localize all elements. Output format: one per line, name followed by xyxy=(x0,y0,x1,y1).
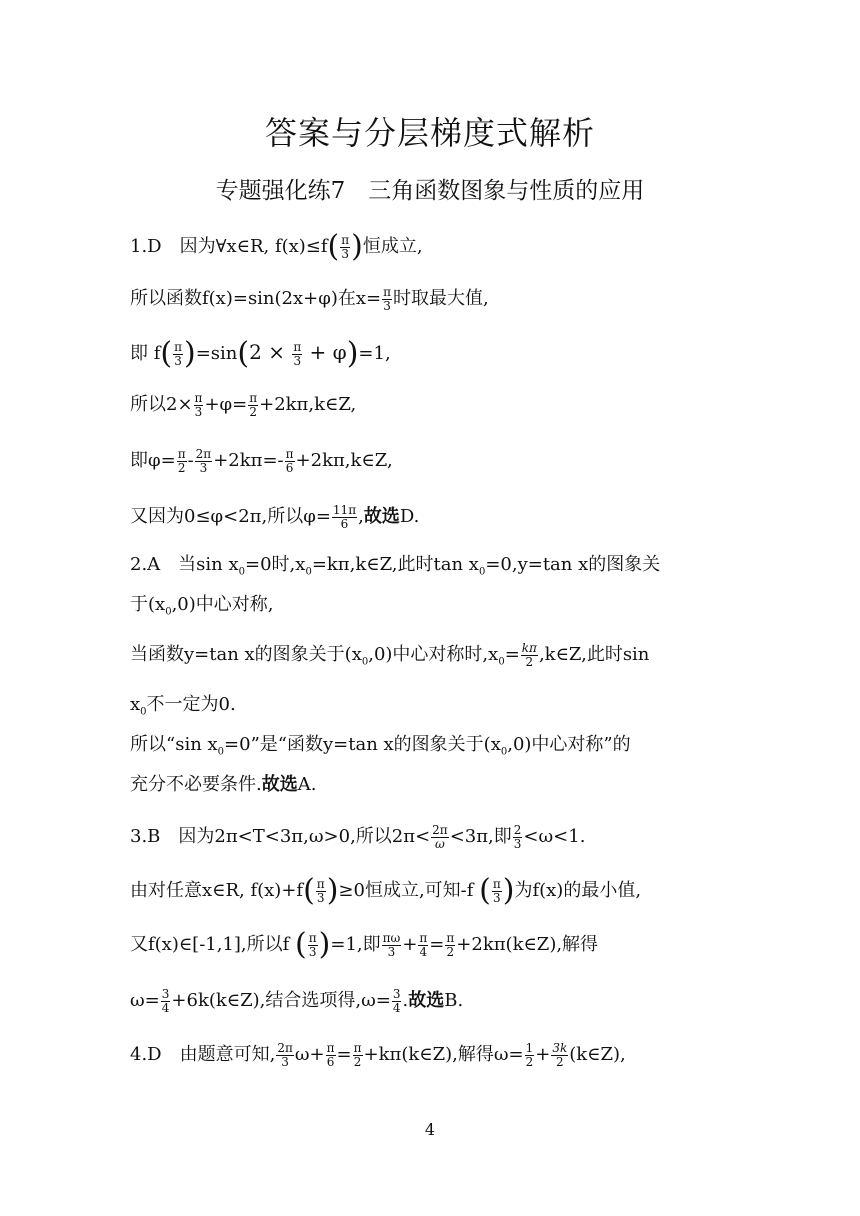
fraction: $\frac{\pi}{2}$ xyxy=(177,446,186,475)
fraction: $\frac{\pi}{2}$ xyxy=(353,1040,362,1069)
fraction: $\frac{11\pi}{6}$ xyxy=(332,502,357,531)
fraction: $\frac{k\pi}{2}$ xyxy=(521,640,537,669)
answer-line-2: 所以函数f(x)=sin(2x+φ)在x= $\frac{\pi}{3}$ 时取最大值, xyxy=(130,284,489,313)
answer-line-12: 充分不必要条件.故选A. xyxy=(130,774,317,795)
answer-line-13: 3.B 因为2π<T<3π,ω>0,所以2π< $\frac{2\pi}{\omega}$ <3π,即 $\frac{2}{3}$ <ω<1. xyxy=(130,822,586,851)
answer-line-14: 由对任意x∈R, f(x)+f( $\frac{\pi}{3}$ )≥0恒成立,可知-f ( $\frac{\pi}{3}$ )为f(x)的最小值, xyxy=(130,873,642,908)
fraction: $\frac{3}{4}$ xyxy=(392,986,401,1015)
fraction: $\frac{\pi}{3}$ xyxy=(341,232,350,261)
page-title: 答案与分层梯度式解析 xyxy=(264,114,595,152)
answer-line-17: 4.D 由题意可知, $\frac{2\pi}{3}$ ω+ $\frac{\pi}{6}$ = $\frac{\pi}{2}$ +kπ(k∈Z),解得ω= $\frac{1}{2}$ + $\frac{3k}{2}$ (k∈Z), xyxy=(130,1040,626,1069)
answer-line-9: 当函数y=tan x的图象关于$(x_0,0)$中心对称时$,x_0=$ $\frac{k\pi}{2}$ ,k∈Z,此时sin xyxy=(130,640,650,669)
answer-line-7: 2.A 当$\sin x_0=0$时$,x_0=k\pi,k\in Z$,此时$\tan x_0=0,y=\tan$ x的图象关 xyxy=(130,554,661,578)
section-title: 专题强化练7 三角函数图象与性质的应用 xyxy=(215,178,645,204)
answer-line-8: 于$(x_0,0)$中心对称, xyxy=(130,594,274,618)
fraction: $\frac{\pi}{2}$ xyxy=(446,930,455,959)
answer-line-10: $x_0$不一定为0. xyxy=(130,694,236,718)
fraction: $\frac{\pi}{3}$ xyxy=(174,339,182,368)
fraction: $\frac{2}{3}$ xyxy=(513,822,522,851)
fraction: $\frac{\pi}{6}$ xyxy=(285,446,294,475)
answer-line-5: 即φ= $\frac{\pi}{2}$ - $\frac{2\pi}{3}$ +2kπ=- $\frac{\pi}{6}$ +2kπ,k∈Z, xyxy=(130,446,393,475)
fraction: $\frac{\pi}{3}$ xyxy=(293,339,302,368)
fraction: $\frac{2\pi}{3}$ xyxy=(195,446,212,475)
answer-line-11: 所以“sin $x_0=0$”是“函数y=tan x的图象关于$(x_0,0)$中心对称”的 xyxy=(130,734,631,758)
fraction: $\frac{\pi}{3}$ xyxy=(194,390,203,419)
fraction: $\frac{3k}{2}$ xyxy=(552,1040,568,1069)
fraction: $\frac{\pi\omega}{3}$ xyxy=(382,930,401,959)
answer-line-1: 1.D 因为∀x∈R, f(x)≤f( $\frac{\pi}{3}$ )恒成立, xyxy=(130,229,423,264)
answer-line-15: 又f(x)∈[-1,1],所以f ( $\frac{\pi}{3}$ )=1,即 $\frac{\pi\omega}{3}$ + $\frac{\pi}{4}$ = $\frac{\pi}{2}$ +2kπ(k∈Z),解得 xyxy=(130,927,599,962)
fraction: $\frac{\pi}{3}$ xyxy=(383,284,391,313)
fraction: $\frac{\pi}{4}$ xyxy=(419,930,428,959)
fraction: $\frac{3}{4}$ xyxy=(161,986,170,1015)
fraction: $\frac{\pi}{3}$ xyxy=(308,930,317,959)
page-number: 4 xyxy=(424,1120,436,1139)
answer-line-4: 所以2× $\frac{\pi}{3}$ +φ= $\frac{\pi}{2}$ +2kπ,k∈Z, xyxy=(130,390,357,419)
fraction: $\frac{2\pi}{\omega}$ xyxy=(432,822,448,851)
fraction: $\frac{\pi}{2}$ xyxy=(249,390,258,419)
fraction: $\frac{\pi}{3}$ xyxy=(316,876,325,905)
fraction: $\frac{\pi}{6}$ xyxy=(326,1040,335,1069)
answer-line-6: 又因为0≤φ<2π,所以φ= $\frac{11\pi}{6}$ ,故选D. xyxy=(130,502,420,531)
answer-line-16: ω= $\frac{3}{4}$ +6k(k∈Z),结合选项得,ω= $\frac{3}{4}$ .故选B. xyxy=(130,986,464,1015)
fraction: $\frac{1}{2}$ xyxy=(525,1040,534,1069)
answer-line-3: 即 f( $\frac{\pi}{3}$ )=sin(2 × $\frac{\pi}{3}$ + φ)=1, xyxy=(130,336,391,371)
fraction: $\frac{2\pi}{3}$ xyxy=(277,1040,293,1069)
fraction: $\frac{\pi}{3}$ xyxy=(492,876,501,905)
